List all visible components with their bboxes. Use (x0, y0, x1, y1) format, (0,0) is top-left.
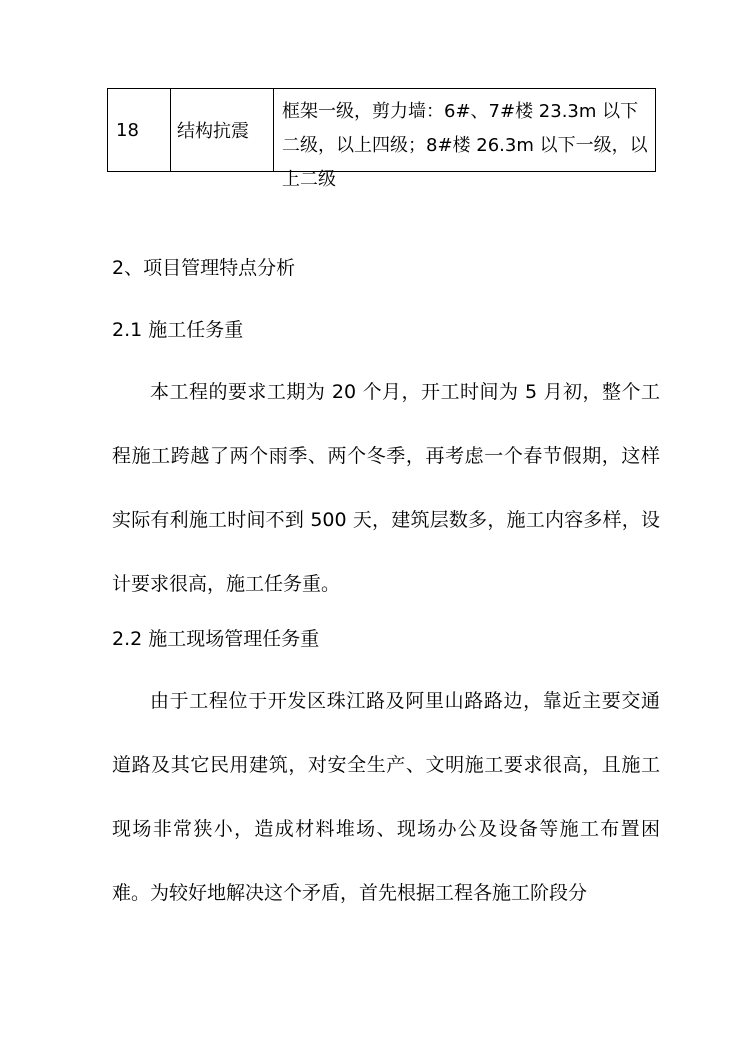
row-content-text: 框架一级，剪力墙：6#、7#楼 23.3m 以下二级，以上四级；8#楼 26.3m 以下一级，以上二级 (282, 101, 648, 190)
section-2-1-paragraph: 本工程的要求工期为 20 个月，开工时间为 5 月初，整个工程施工跨越了两个雨季、两个冬季，再考虑一个春节假期，这样实际有利施工时间不到 500 天，建筑层数多，施工内容多样，设计要求很高，施工任务重。 (112, 381, 660, 595)
row-item-cell: 结构抗震 (171, 89, 274, 172)
spec-table (107, 88, 656, 190)
section-2-2-heading: 2.2 施工现场管理任务重 (112, 628, 320, 650)
table-row (108, 89, 656, 172)
section-2-2-paragraph: 由于工程位于开发区珠江路及阿里山路路边，靠近主要交通道路及其它民用建筑，对安全生产、文明施工要求很高，且施工现场非常狭小，造成材料堆场、现场办公及设备等施工布置困难。为较好地解决这个矛盾，首先根据工程各施工阶段分 (112, 690, 660, 904)
section-2-heading: 2、项目管理特点分析 (112, 257, 296, 279)
section-2-1-heading: 2.1 施工任务重 (112, 319, 244, 341)
row-content-cell (274, 89, 656, 190)
row-number-cell: 18 (108, 89, 171, 172)
